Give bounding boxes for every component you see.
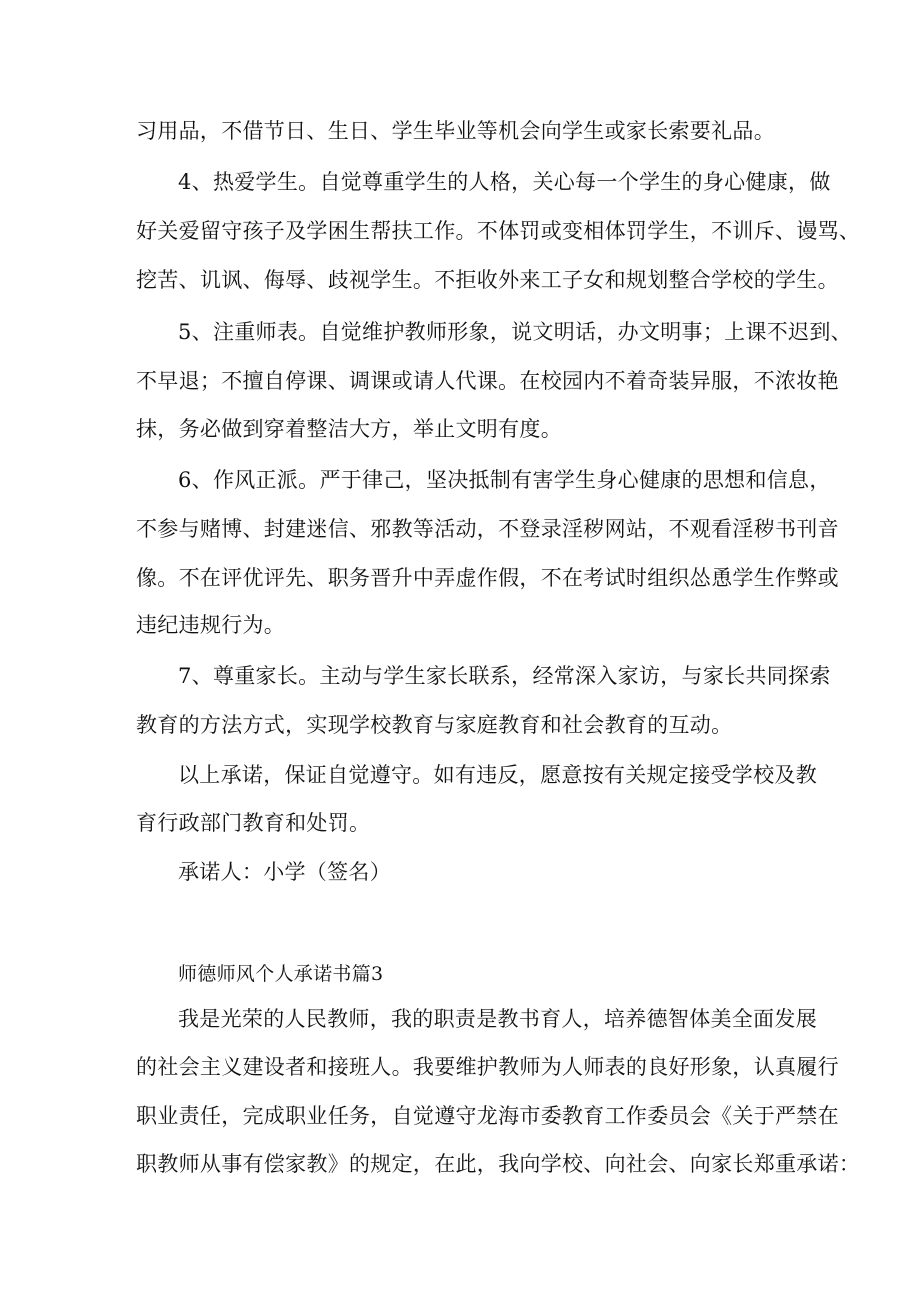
text-line-1: 习用品，不借节日、生日、学生毕业等机会向学生或家长索要礼品。 xyxy=(136,119,775,143)
text-line-9: 不参与赌博、封建迷信、邪教等活动，不登录淫秽网站，不观看淫秽书刊音 xyxy=(136,517,839,541)
text-line-4: 挖苦、讥讽、侮辱、歧视学生。不拒收外来工子女和规划整合学校的学生。 xyxy=(136,268,839,292)
signature-line: 承诺人：小学（签名） xyxy=(178,860,391,884)
text-line-12: 7、尊重家长。主动与学生家长联系，经常深入家访，与家长共同探索 xyxy=(178,664,831,688)
text-line-20: 职业责任，完成职业任务，自觉遵守龙海市委教育工作委员会《关于严禁在 xyxy=(136,1104,839,1128)
text-line-8: 6、作风正派。严于律己，坚决抵制有害学生身心健康的思想和信息， xyxy=(178,468,831,492)
text-line-2: 4、热爱学生。自觉尊重学生的人格，关心每一个学生的身心健康，做 xyxy=(178,170,831,194)
text-line-3: 好关爱留守孩子及学困生帮扶工作。不体罚或变相体罚学生，不训斥、谩骂、 xyxy=(136,219,861,243)
text-line-13: 教育的方法方式，实现学校教育与家庭教育和社会教育的互动。 xyxy=(136,713,733,737)
section-heading: 师德师风个人承诺书篇3 xyxy=(178,963,384,985)
text-line-11: 违纪违规行为。 xyxy=(136,613,286,637)
text-line-15: 育行政部门教育和处罚。 xyxy=(136,811,371,835)
text-line-5: 5、注重师表。自觉维护教师形象，说文明话，办文明事；上课不迟到、 xyxy=(178,320,852,344)
text-line-14: 以上承诺，保证自觉遵守。如有违反，愿意按有关规定接受学校及教 xyxy=(178,763,817,787)
text-line-6: 不早退；不擅自停课、调课或请人代课。在校园内不着奇装异服，不浓妆艳 xyxy=(136,369,839,393)
text-line-10: 像。不在评优评先、职务晋升中弄虚作假，不在考试时组织怂恿学生作弊或 xyxy=(136,566,839,590)
text-line-19: 的社会主义建设者和接班人。我要维护教师为人师表的良好形象，认真履行 xyxy=(136,1055,839,1079)
text-line-7: 抹，务必做到穿着整洁大方，举止文明有度。 xyxy=(136,417,562,441)
text-line-21: 职教师从事有偿家教》的规定，在此，我向学校、向社会、向家长郑重承诺： xyxy=(136,1152,861,1176)
text-line-18: 我是光荣的人民教师，我的职责是教书育人，培养德智体美全面发展 xyxy=(178,1007,817,1031)
